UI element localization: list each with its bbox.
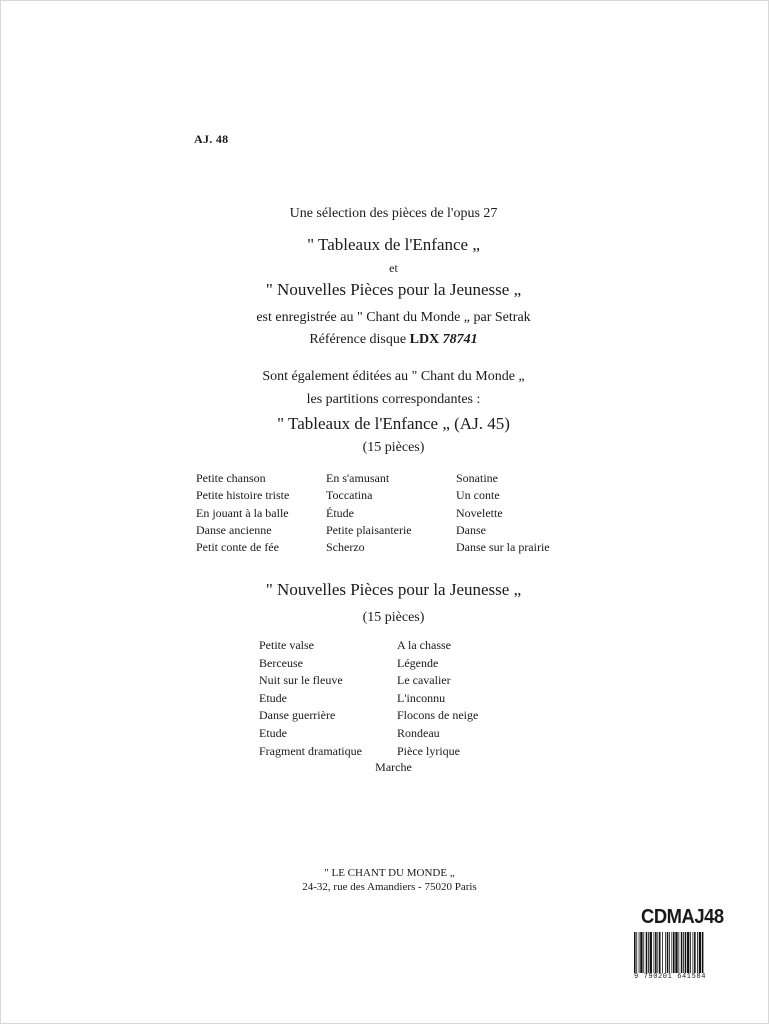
piece-title: Petite chanson xyxy=(196,471,266,485)
piece-title: Fragment dramatique xyxy=(259,743,362,758)
piece-title: En s'amusant xyxy=(326,471,390,485)
piece-title: Danse guerrière xyxy=(259,708,336,723)
piece-title: Étude xyxy=(326,505,354,520)
also-published-note: Sont également éditées au " Chant du Monde „ xyxy=(262,369,525,384)
nouvelles-piece-count: (15 pièces) xyxy=(362,610,425,625)
piece-title: Petite valse xyxy=(259,638,314,652)
piece-title: L'inconnu xyxy=(397,690,446,705)
piece-title: Rondeau xyxy=(397,725,440,740)
piece-title: Nuit sur le fleuve xyxy=(259,673,343,688)
tableaux-pieces-column-1 xyxy=(196,470,289,556)
piece-title-final: Marche xyxy=(375,760,412,774)
piece-title: Etude xyxy=(259,725,287,740)
title-tableaux: " Tableaux de l'Enfance „ xyxy=(307,235,480,254)
piece-title: Légende xyxy=(397,655,439,670)
piece-title: Flocons de neige xyxy=(397,708,479,723)
tableaux-piece-count: (15 pièces) xyxy=(362,440,425,455)
piece-title: Danse xyxy=(456,522,486,537)
tableaux-pieces-column-2 xyxy=(326,470,412,556)
piece-title: Novelette xyxy=(456,505,503,520)
catalog-reference: AJ. 48 xyxy=(194,132,229,146)
piece-title: En jouant à la balle xyxy=(196,505,289,520)
product-code: CDMAJ48 xyxy=(641,906,724,928)
disc-reference-number: 78741 xyxy=(442,332,478,347)
title-nouvelles: " Nouvelles Pièces pour la Jeunesse „ xyxy=(265,280,522,299)
partitions-note: les partitions correspondantes : xyxy=(306,392,481,407)
piece-title: Danse ancienne xyxy=(196,522,272,537)
piece-title: Petite plaisanterie xyxy=(326,522,412,537)
barcode-digits: 9 790201 641584 xyxy=(634,973,707,981)
piece-title: Sonatine xyxy=(456,471,498,485)
piece-title: Le cavalier xyxy=(397,673,451,688)
piece-title: Toccatina xyxy=(326,488,373,503)
tableaux-pieces-column-3 xyxy=(456,470,550,556)
nouvelles-pieces-column-2 xyxy=(397,637,478,760)
piece-title: Petite histoire triste xyxy=(196,488,290,503)
conjunction-et: et xyxy=(389,261,398,275)
nouvelles-pieces-column-1 xyxy=(259,637,362,760)
piece-title: Petit conte de fée xyxy=(196,540,279,555)
piece-title: A la chasse xyxy=(397,638,451,652)
piece-title: Pièce lyrique xyxy=(397,743,460,758)
disc-reference-label: Référence disque xyxy=(309,332,407,347)
publisher-name: " LE CHANT DU MONDE „ xyxy=(324,867,455,879)
nouvelles-score-title: " Nouvelles Pièces pour la Jeunesse „ xyxy=(265,580,522,599)
disc-reference-ldx: LDX xyxy=(409,332,440,347)
piece-title: Berceuse xyxy=(259,655,303,670)
piece-title: Etude xyxy=(259,690,287,705)
tableaux-score-title: " Tableaux de l'Enfance „ (AJ. 45) xyxy=(277,414,510,433)
intro-line: Une sélection des pièces de l'opus 27 xyxy=(289,206,498,221)
piece-title: Scherzo xyxy=(326,540,365,555)
piece-title: Un conte xyxy=(456,488,500,503)
disc-reference xyxy=(9,332,769,348)
publisher-address: 24-32, rue des Amandiers - 75020 Paris xyxy=(302,881,477,893)
recording-note: est enregistrée au " Chant du Monde „ par Setrak xyxy=(256,310,531,325)
piece-title: Danse sur la prairie xyxy=(456,540,550,555)
